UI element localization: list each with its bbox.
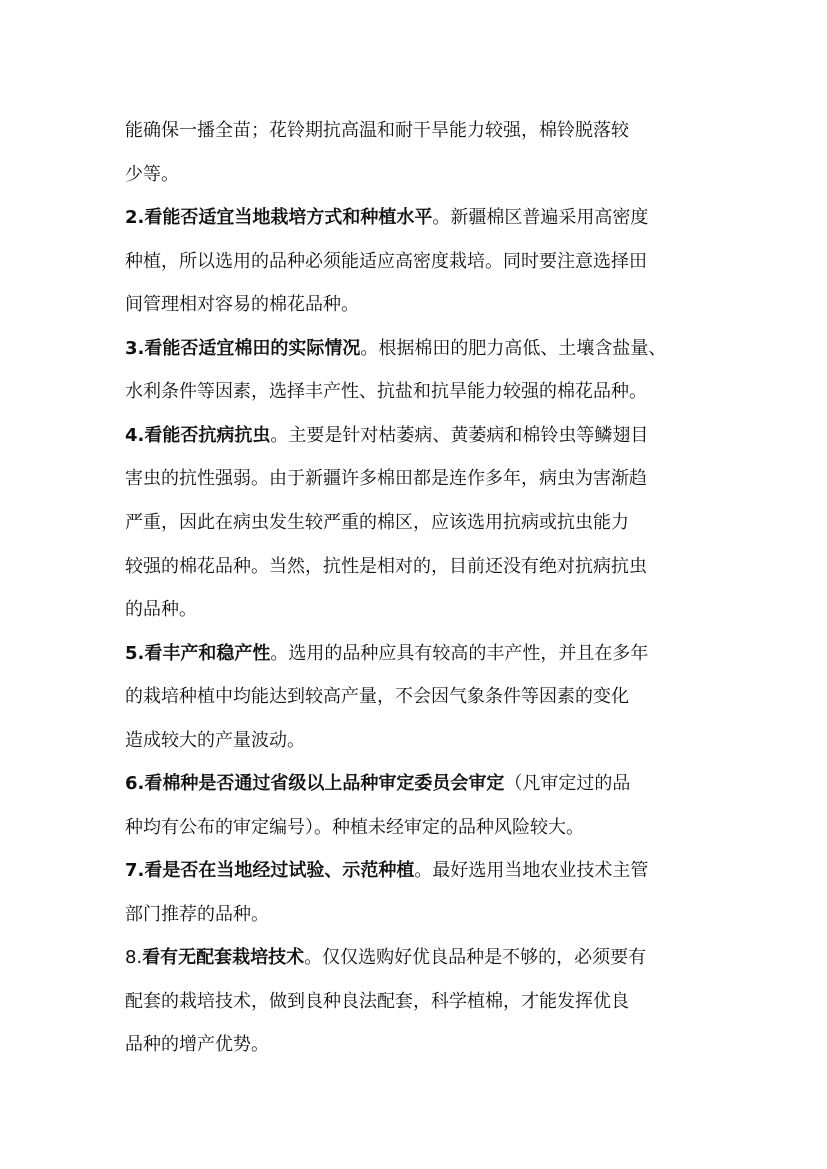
item-5-line-1 xyxy=(125,642,648,666)
item-7-number: 7. xyxy=(125,860,145,881)
item-6-heading: 看棉种是否通过省级以上品种审定委员会审定 xyxy=(144,773,505,794)
item-8-text: 。仅仅选购好优良品种是不够的，必须要有 xyxy=(304,947,647,968)
item-8-number: 8. xyxy=(125,947,143,968)
item-5-number: 5. xyxy=(125,643,145,664)
item-2-line-2: 种植，所以选用的品种必须能适应高密度栽培。同时要注意选择田 xyxy=(125,251,647,272)
item-8-line-1 xyxy=(125,946,646,970)
item-4-line-1 xyxy=(125,424,648,448)
item-6-line-2: 种均有公布的审定编号）。种植未经审定的品种风险较大。 xyxy=(125,817,584,838)
item-6-text: （凡审定过的品 xyxy=(504,773,631,794)
item-4-line-4: 较强的棉花品种。当然，抗性是相对的，目前还没有绝对抗病抗虫 xyxy=(125,556,647,577)
item-3-number: 3. xyxy=(125,338,145,359)
item-5-line-3: 造成较大的产量波动。 xyxy=(125,730,305,751)
item-3-line-2: 水利条件等因素，选择丰产性、抗盐和抗旱能力较强的棉花品种。 xyxy=(125,381,647,402)
item-3-text: 。根据棉田的肥力高低、土壤含盐量、 xyxy=(360,338,667,359)
item-8-line-2: 配套的栽培技术，做到良种良法配套，科学植棉，才能发挥优良 xyxy=(125,991,629,1012)
item-2-line-1 xyxy=(125,206,648,230)
item-7-heading: 看是否在当地经过试验、示范种植 xyxy=(144,860,415,881)
item-3-line-1 xyxy=(125,337,666,361)
item-4-text: 。主要是针对枯萎病、黄萎病和棉铃虫等鳞翅目 xyxy=(270,425,649,446)
item-8-line-3: 品种的增产优势。 xyxy=(125,1034,269,1055)
intro-line-1: 能确保一播全苗；花铃期抗高温和耐干旱能力较强，棉铃脱落较 xyxy=(125,120,629,141)
item-4-line-3: 严重，因此在病虫发生较严重的棉区，应该选用抗病或抗虫能力 xyxy=(125,512,629,533)
item-2-number: 2. xyxy=(125,207,145,228)
item-5-line-2: 的栽培种植中均能达到较高产量，不会因气象条件等因素的变化 xyxy=(125,686,629,707)
item-7-line-2: 部门推荐的品种。 xyxy=(125,904,269,925)
item-3-heading: 看能否适宜棉田的实际情况 xyxy=(144,338,361,359)
item-5-text: 。选用的品种应具有较高的丰产性，并且在多年 xyxy=(270,643,649,664)
item-4-line-5: 的品种。 xyxy=(125,599,197,620)
item-6-number: 6. xyxy=(125,773,145,794)
item-5-heading: 看丰产和稳产性 xyxy=(144,643,271,664)
item-7-line-1 xyxy=(125,859,648,883)
item-2-heading: 看能否适宜当地栽培方式和种植水平 xyxy=(144,207,433,228)
item-7-text: 。最好选用当地农业技术主管 xyxy=(414,860,649,881)
item-4-heading: 看能否抗病抗虫 xyxy=(144,425,271,446)
item-4-line-2: 害虫的抗性强弱。由于新疆许多棉田都是连作多年，病虫为害渐趋 xyxy=(125,468,647,489)
item-8-heading: 看有无配套栽培技术 xyxy=(142,947,305,968)
item-2-text: 。新疆棉区普遍采用高密度 xyxy=(432,207,649,228)
intro-line-2: 少等。 xyxy=(125,164,179,185)
item-6-line-1 xyxy=(125,772,630,796)
item-4-number: 4. xyxy=(125,425,145,446)
item-2-line-3: 间管理相对容易的棉花品种。 xyxy=(125,294,359,315)
